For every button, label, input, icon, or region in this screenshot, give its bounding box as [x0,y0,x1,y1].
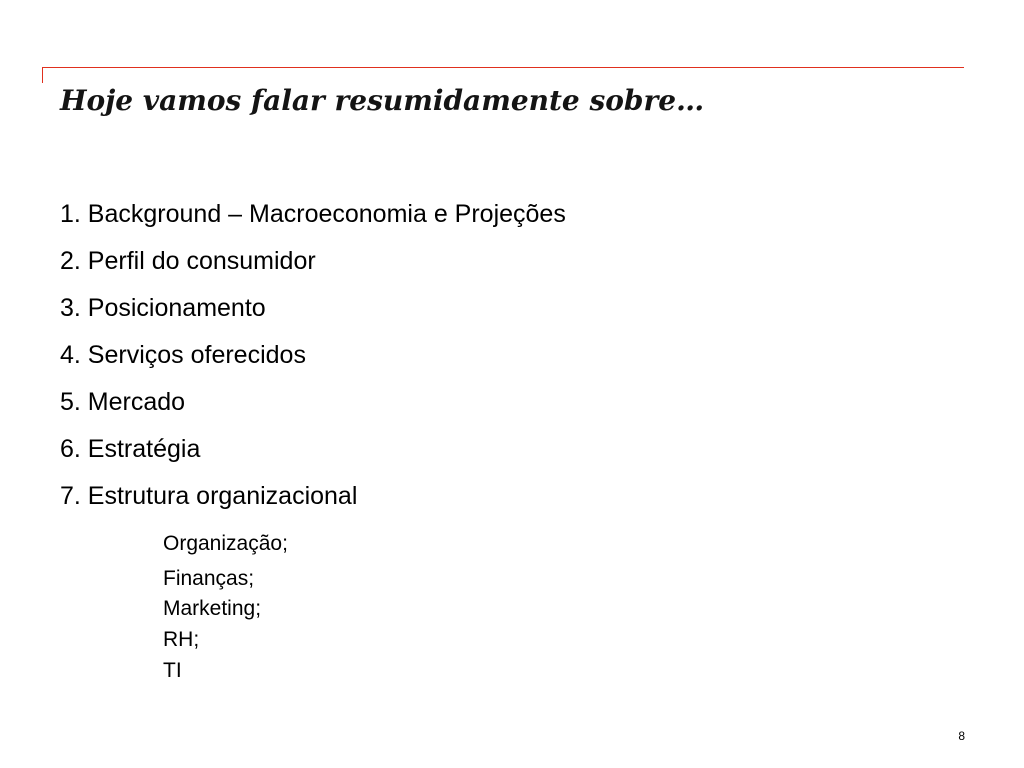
header-rule [42,67,964,68]
agenda-item: 5. Mercado [60,388,186,416]
agenda-list [60,199,566,528]
agenda-item: 4. Serviços oferecidos [60,341,306,369]
agenda-subitem: Marketing; [163,597,262,620]
agenda-subitem: TI [163,659,182,682]
agenda-item: 6. Estratégia [60,435,201,463]
header-rule-tick [42,67,43,83]
agenda-item: 2. Perfil do consumidor [60,247,316,275]
agenda-subitem: Organização; [163,532,288,555]
agenda-subitem: RH; [163,628,200,651]
agenda-sublist [163,531,288,684]
page-number: 8 [958,729,965,743]
slide-title: Hoje vamos falar resumidamente sobre… [60,84,705,117]
agenda-item: 3. Posicionamento [60,294,266,322]
agenda-item: 7. Estrutura organizacional [60,482,358,510]
agenda-subitem: Finanças; [163,567,255,590]
agenda-item: 1. Background – Macroeconomia e Projeções [60,200,566,228]
